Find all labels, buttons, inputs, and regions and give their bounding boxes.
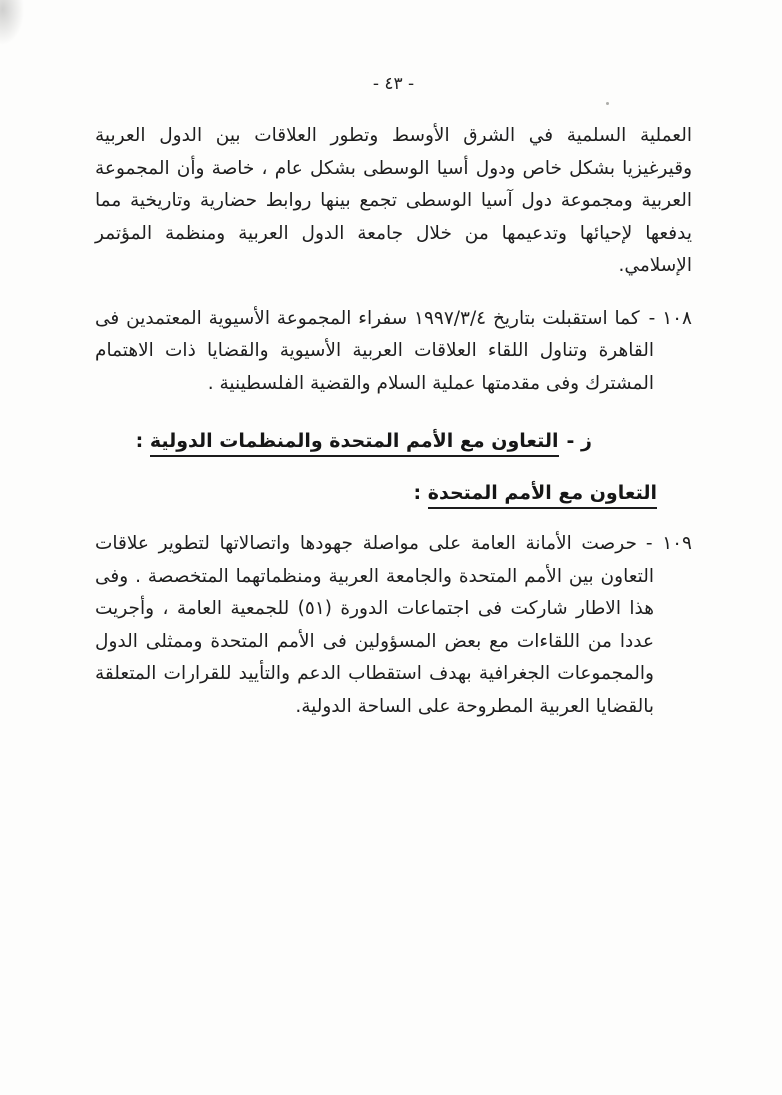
sub-heading-title: التعاون مع الأمم المتحدة <box>428 482 657 509</box>
numbered-item-109 <box>95 528 692 723</box>
item-109-number: ١٠٩ - <box>645 533 692 554</box>
section-heading-prefix: ز - <box>566 430 592 452</box>
page-number: - ٤٣ - <box>372 74 415 94</box>
section-heading-title: التعاون مع الأمم المتحدة والمنظمات الدولية <box>150 430 559 457</box>
section-heading <box>95 426 692 456</box>
sub-heading-colon: : <box>413 482 428 504</box>
item-109-text: حرصت الأمانة العامة على مواصلة جهودها واتصالاتها لتطوير علاقات التعاون بين الأمم المتحدة والجامعة العربية ومنظماتهما المتخصصة . وفى هذا الاطار شاركت فى اجتماعات الدورة (٥١) للجمعية العامة ، وأجريت عددا من اللقاءات مع بعض المسؤولين فى الأمم المتحدة وممثلى الدول والمجموعات الجغرافية بهدف استقطاب الدعم والتأييد للقرارات المتعلقة بالقضايا العربية المطروحة على الساحة الدولية. <box>95 533 655 717</box>
page-content <box>95 0 692 723</box>
sub-heading <box>95 478 692 508</box>
continuation-paragraph: العملية السلمية في الشرق الأوسط وتطور العلاقات بين الدول العربية وقيرغيزيا بشكل خاص ودول أسيا الوسطى بشكل عام ، خاصة وأن المجموعة العربية ومجموعة دول آسيا الوسطى تجمع بينها روابط حضارية وتاريخية مما يدفعها لإحيائها وتدعيمها من خلال جامعة الدول العربية ومنظمة المؤتمر الإسلامي. <box>95 125 692 276</box>
item-108-number: ١٠٨ - <box>648 307 692 329</box>
numbered-item-108 <box>95 303 692 401</box>
item-108-text: كما استقبلت بتاريخ ١٩٩٧/٣/٤ سفراء المجموعة الأسيوية المعتمدين فى القاهرة وتناول اللقاء العلاقات العربية الأسيوية والقضايا ذات الاهتمام المشترك وفى مقدمتها عملية السلام والقضية الفلسطينية . <box>95 307 654 394</box>
section-heading-colon: : <box>135 430 150 452</box>
scan-smudge-artifact <box>0 0 26 48</box>
